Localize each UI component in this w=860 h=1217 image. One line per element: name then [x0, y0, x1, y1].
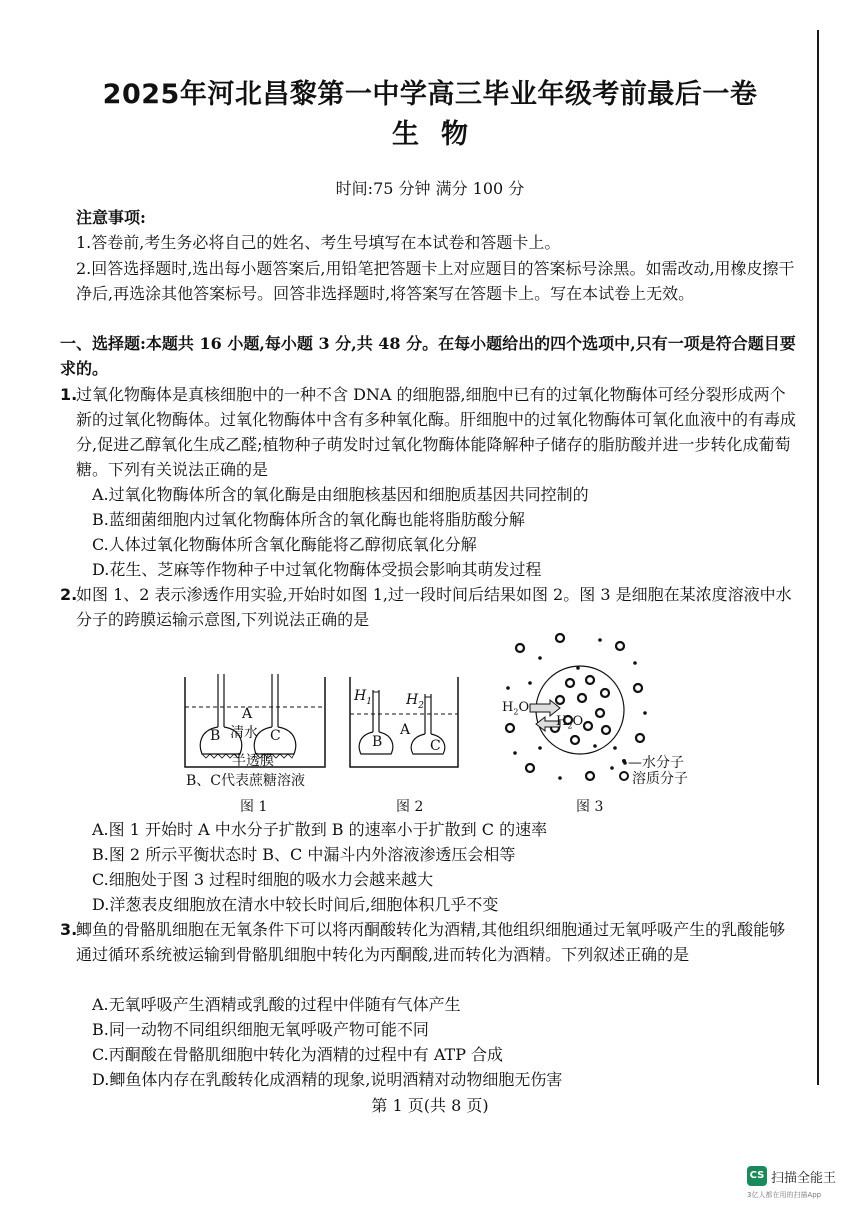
exam-meta: 时间:75 分钟 满分 100 分: [335, 179, 525, 198]
fig1-label-a: A: [242, 706, 253, 722]
option-c: C.细胞处于图 3 过程时细胞的吸水力会越来越大: [92, 870, 434, 889]
option-a: A.过氧化物酶体所含的氧化酶是由细胞核基因和细胞质基因共同控制的: [92, 485, 589, 504]
question-2: [60, 582, 796, 632]
question-stem: 鲫鱼的骨骼肌细胞在无氧条件下可以将丙酮酸转化为酒精,其他组织细胞通过无氧呼吸产生的乳酸能够通过循环系统被运输到骨骼肌细胞中转化为丙酮酸,进而转化为酒精。下列叙述正确的是: [76, 920, 786, 964]
fig3-caption: 图 3: [576, 799, 604, 815]
option-a: A.无氧呼吸产生酒精或乳酸的过程中伴随有气体产生: [92, 995, 461, 1014]
fig2-label-c: C: [430, 738, 441, 754]
fig2-label-h1: $H_1$: [354, 688, 372, 707]
scanner-tagline: 3亿人都在用的扫描App: [747, 1191, 822, 1199]
section-heading: 一、选择题:本题共 16 小题,每小题 3 分,共 48 分。在每小题给出的四个选项中,只有一项是符合题目要求的。: [60, 334, 796, 378]
question-1: [60, 382, 797, 482]
fig2-label-h2: $H_2$: [406, 692, 424, 711]
fig2-label-b: B: [372, 734, 383, 750]
fig1-label-water: 清水: [230, 725, 258, 741]
option-b: B.蓝细菌细胞内过氧化物酶体所含的氧化酶也能将脂肪酸分解: [92, 510, 525, 529]
fig3-label-h2o-in: $H_2O$: [556, 714, 584, 731]
fig1-label-b: B: [210, 728, 221, 744]
option-d: D.花生、芝麻等作物种子中过氧化物酶体受损会影响其萌发过程: [92, 560, 542, 579]
option-d: D.鲫鱼体内存在乳酸转化成酒精的现象,说明酒精对动物细胞无伤害: [92, 1070, 563, 1089]
subject-title: 生物: [392, 119, 490, 150]
option-d: D.洋葱表皮细胞放在清水中较长时间后,细胞体积几乎不变: [92, 895, 499, 914]
fig1-note: B、C代表蔗糖溶液: [186, 773, 305, 789]
exam-title: 2025年河北昌黎第一中学高三毕业年级考前最后一卷: [102, 79, 758, 110]
option-b: B.图 2 所示平衡状态时 B、C 中漏斗内外溶液渗透压会相等: [92, 845, 516, 864]
option-a: A.图 1 开始时 A 中水分子扩散到 B 的速率小于扩散到 C 的速率: [92, 820, 548, 839]
question-number: 1.: [60, 385, 78, 404]
question-number: 3.: [60, 920, 78, 939]
question-3: [60, 917, 796, 967]
fig1-label-c: C: [270, 728, 281, 744]
fig3-label-h2o-out: $H_2O$: [502, 700, 530, 717]
fig2-caption: 图 2: [396, 799, 424, 815]
page-number: 第 1 页(共 8 页): [371, 1096, 489, 1115]
question-stem: 过氧化物酶体是真核细胞中的一种不含 DNA 的细胞器,细胞中已有的过氧化物酶体可经分裂形成两个新的过氧化物酶体。过氧化物酶体中含有多种氧化酶。肝细胞中的过氧化物酶体可氧化血液中的有毒成分,促进乙醇氧化生成乙醛;植物种子萌发时过氧化物酶体能降解种子储存的脂肪酸并进一步转化成葡萄糖。下列有关说法正确的是: [76, 385, 797, 479]
fig2-label-a: A: [400, 722, 411, 738]
note-item: 2.回答选择题时,选出每小题答案后,用铅笔把答题卡上对应题目的答案标号涂黑。如需改动,用橡皮擦干净后,再选涂其他答案标号。回答非选择题时,将答案写在答题卡上。写在本试卷上无效。: [76, 259, 795, 303]
option-c: C.人体过氧化物酶体所含氧化酶能将乙醇彻底氧化分解: [92, 535, 477, 554]
note-item: 1.答卷前,考生务必将自己的姓名、考生号填写在本试卷和答题卡上。: [76, 233, 561, 252]
option-c: C.丙酮酸在骨骼肌细胞中转化为酒精的过程中有 ATP 合成: [92, 1045, 504, 1064]
question-stem: 如图 1、2 表示渗透作用实验,开始时如图 1,过一段时间后结果如图 2。图 3 是细胞在某浓度溶液中水分子的跨膜运输示意图,下列说法正确的是: [76, 585, 792, 629]
notes-heading: 注意事项:: [76, 208, 146, 227]
scanner-app-name: 扫描全能王: [771, 1171, 837, 1186]
question-number: 2.: [60, 585, 78, 604]
fig1-caption: 图 1: [240, 799, 268, 815]
option-b: B.同一动物不同组织细胞无氧呼吸产物可能不同: [92, 1020, 429, 1039]
fig1-label-membrane: 半透膜: [232, 753, 274, 769]
fig3-legend-solute: 溶质分子: [632, 771, 688, 787]
fig3-legend-water: —水分子: [628, 755, 684, 771]
camscanner-logo-icon: CS: [747, 1166, 767, 1186]
